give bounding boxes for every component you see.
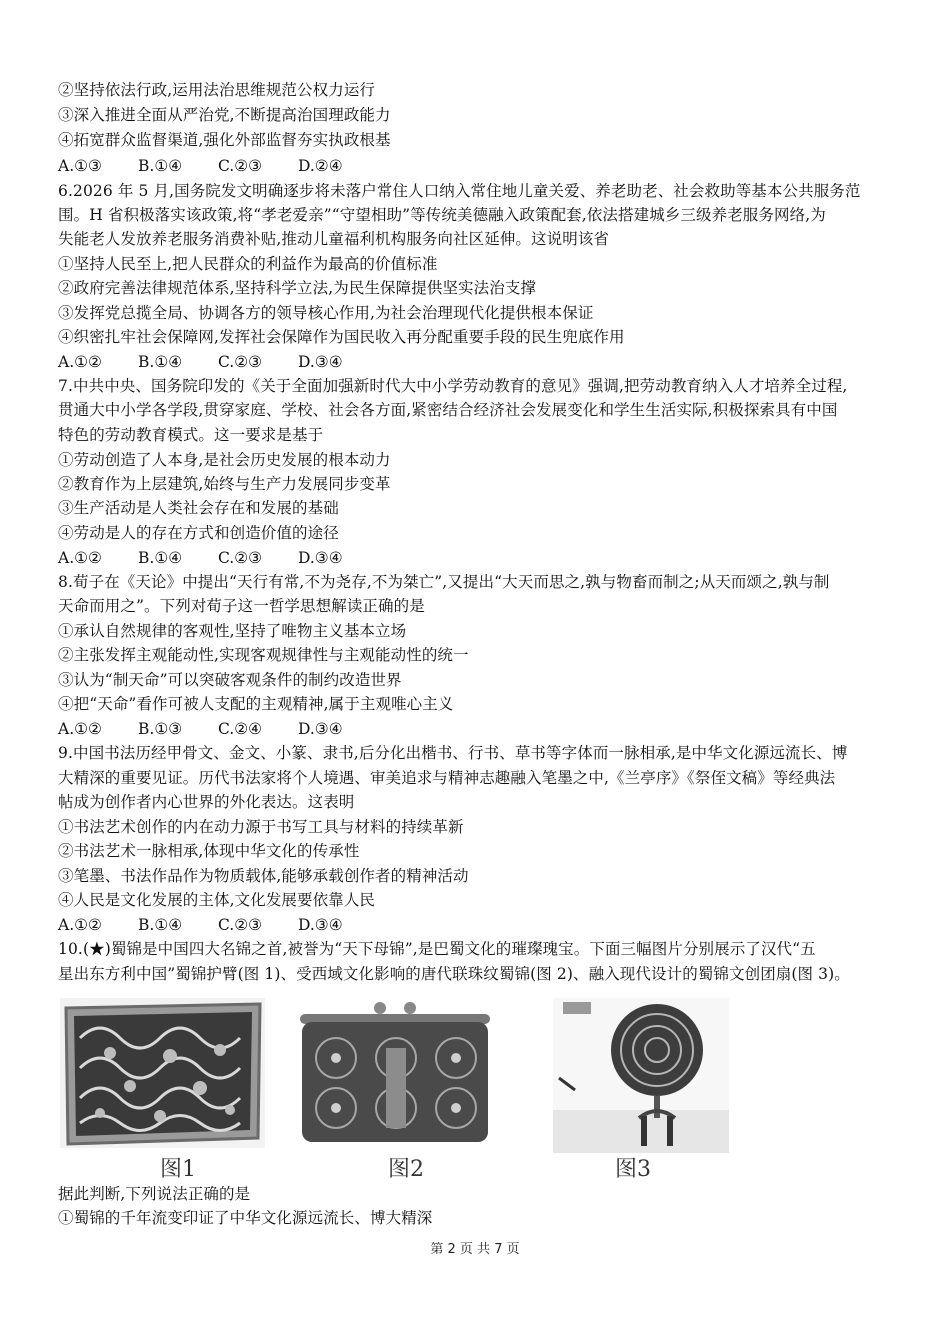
q8-stem-line2: 天命而用之”。下列对荀子这一哲学思想解读正确的是 bbox=[58, 597, 425, 615]
choice-c[interactable]: C.②③ bbox=[218, 916, 263, 934]
choice-b[interactable]: B.①④ bbox=[138, 916, 183, 934]
choice-d[interactable]: D.②④ bbox=[298, 157, 343, 175]
q6-stem-line1: 6.2026 年 5 月,国务院发文明确逐步将未落户常住人口纳入常住地儿童关爱、养老助老、社会救助等基本公共服务范 bbox=[58, 182, 861, 200]
q7-stem-line2: 贯通大中小学各学段,贯穿家庭、学校、社会各方面,紧密结合经济社会发展变化和学生生活实际,积极探索具有中国 bbox=[58, 401, 838, 419]
q8-choices bbox=[58, 717, 378, 741]
q6-choices bbox=[58, 350, 378, 374]
q9-option-1: ①书法艺术创作的内在动力源于书写工具与材料的持续革新 bbox=[58, 818, 464, 836]
brocade-arm-guard-image bbox=[60, 998, 265, 1148]
q7-stem-line3: 特色的劳动教育模式。这一要求是基于 bbox=[58, 426, 324, 444]
q10-follow-up: 据此判断,下列说法正确的是 bbox=[58, 1185, 251, 1203]
q8-option-3: ③认为“制天命”可以突破客观条件的制约改造世界 bbox=[58, 671, 402, 689]
q8-option-1: ①承认自然规律的客观性,坚持了唯物主义基本立场 bbox=[58, 622, 407, 640]
brocade-purse-image bbox=[296, 998, 494, 1148]
q5-choices bbox=[58, 154, 378, 178]
figure-1-caption: 图1 bbox=[160, 1157, 196, 1182]
choice-d[interactable]: D.③④ bbox=[298, 549, 343, 567]
q7-stem-line1: 7.中共中央、国务院印发的《关于全面加强新时代大中小学劳动教育的意见》强调,把劳动教育纳入人才培养全过程, bbox=[58, 377, 848, 395]
q6-option-4: ④织密扎牢社会保障网,发挥社会保障作为国民收入再分配重要手段的民生兜底作用 bbox=[58, 328, 625, 346]
q9-option-2: ②书法艺术一脉相承,体现中华文化的传承性 bbox=[58, 842, 360, 860]
choice-b[interactable]: B.①③ bbox=[138, 720, 183, 738]
choice-b[interactable]: B.①④ bbox=[138, 353, 183, 371]
q7-option-1: ①劳动创造了人本身,是社会历史发展的根本动力 bbox=[58, 451, 391, 469]
q6-option-2: ②政府完善法律规范体系,坚持科学立法,为民生保障提供坚实法治支撑 bbox=[58, 279, 537, 297]
q7-option-4: ④劳动是人的存在方式和创造价值的途径 bbox=[58, 524, 339, 542]
q8-option-2: ②主张发挥主观能动性,实现客观规律性与主观能动性的统一 bbox=[58, 646, 469, 664]
q9-stem-line2: 大精深的重要见证。历代书法家将个人境遇、审美追求与精神志趣融入笔墨之中,《兰亭序》《祭侄文稿》等经典法 bbox=[58, 769, 836, 787]
figure-3-caption: 图3 bbox=[615, 1157, 651, 1182]
q9-choices bbox=[58, 913, 378, 937]
q7-choices bbox=[58, 546, 378, 570]
choice-a[interactable]: A.①② bbox=[58, 916, 102, 934]
q9-option-3: ③笔墨、书法作品作为物质载体,能够承载创作者的精神活动 bbox=[58, 867, 469, 885]
q6-stem-line2: 围。H 省积极落实该政策,将“孝老爱亲”“守望相助”等传统美德融入政策配套,依法搭建城乡三级养老服务网络,为 bbox=[58, 206, 826, 224]
q10-option-1: ①蜀锦的千年流变印证了中华文化源远流长、博大精深 bbox=[58, 1209, 433, 1227]
choice-a[interactable]: A.①② bbox=[58, 353, 102, 371]
q10-stem-line2: 星出东方利中国”蜀锦护臂(图 1)、受西域文化影响的唐代联珠纹蜀锦(图 2)、融入现代设计的蜀锦文创团扇(图 3)。 bbox=[58, 965, 850, 983]
choice-b[interactable]: B.①④ bbox=[138, 549, 183, 567]
q8-option-4: ④把“天命”看作可被人支配的主观精神,属于主观唯心主义 bbox=[58, 695, 454, 713]
figure-2-brocade-purse bbox=[296, 998, 494, 1148]
choice-c[interactable]: C.②③ bbox=[218, 549, 263, 567]
q7-option-2: ②教育作为上层建筑,始终与生产力发展同步变革 bbox=[58, 475, 391, 493]
choice-c[interactable]: C.②③ bbox=[218, 353, 263, 371]
page-footer: 第 2 页 共 7 页 bbox=[430, 1242, 520, 1257]
q6-stem-line3: 失能老人发放养老服务消费补贴,推动儿童福利机构服务向社区延伸。这说明该省 bbox=[58, 230, 610, 248]
choice-c[interactable]: C.②④ bbox=[218, 720, 263, 738]
choice-a[interactable]: A.①② bbox=[58, 549, 102, 567]
q5-option-3: ③深入推进全面从严治党,不断提高治国理政能力 bbox=[58, 106, 391, 124]
figure-2-caption: 图2 bbox=[388, 1157, 424, 1182]
q6-option-3: ③发挥党总揽全局、协调各方的领导核心作用,为社会治理现代化提供根本保证 bbox=[58, 304, 594, 322]
brocade-fan-image bbox=[553, 998, 729, 1153]
choice-b[interactable]: B.①④ bbox=[138, 157, 183, 175]
q9-stem-line3: 帖成为创作者内心世界的外化表达。这表明 bbox=[58, 793, 355, 811]
choice-c[interactable]: C.②③ bbox=[218, 157, 263, 175]
figure-3-brocade-fan bbox=[553, 998, 729, 1153]
q6-option-1: ①坚持人民至上,把人民群众的利益作为最高的价值标准 bbox=[58, 255, 438, 273]
q7-option-3: ③生产活动是人类社会存在和发展的基础 bbox=[58, 499, 339, 517]
choice-d[interactable]: D.③④ bbox=[298, 720, 343, 738]
q5-option-4: ④拓宽群众监督渠道,强化外部监督夯实执政根基 bbox=[58, 131, 391, 149]
q9-stem-line1: 9.中国书法历经甲骨文、金文、小篆、隶书,后分化出楷书、行书、草书等字体而一脉相承,是中华文化源远流长、博 bbox=[58, 744, 848, 762]
choice-d[interactable]: D.③④ bbox=[298, 916, 343, 934]
choice-a[interactable]: A.①③ bbox=[58, 157, 102, 175]
q8-stem-line1: 8.荀子在《天论》中提出“天行有常,不为尧存,不为桀亡”,又提出“大天而思之,孰与物畜而制之;从天而颂之,孰与制 bbox=[58, 573, 830, 591]
choice-a[interactable]: A.①② bbox=[58, 720, 102, 738]
q10-stem-line1: 10.(★)蜀锦是中国四大名锦之首,被誉为“天下母锦”,是巴蜀文化的璀璨瑰宝。下面三幅图片分别展示了汉代“五 bbox=[58, 940, 816, 958]
choice-d[interactable]: D.③④ bbox=[298, 353, 343, 371]
q5-option-2: ②坚持依法行政,运用法治思维规范公权力运行 bbox=[58, 81, 376, 99]
q9-option-4: ④人民是文化发展的主体,文化发展要依靠人民 bbox=[58, 891, 376, 909]
figure-1-brocade-arm-guard bbox=[60, 998, 265, 1148]
